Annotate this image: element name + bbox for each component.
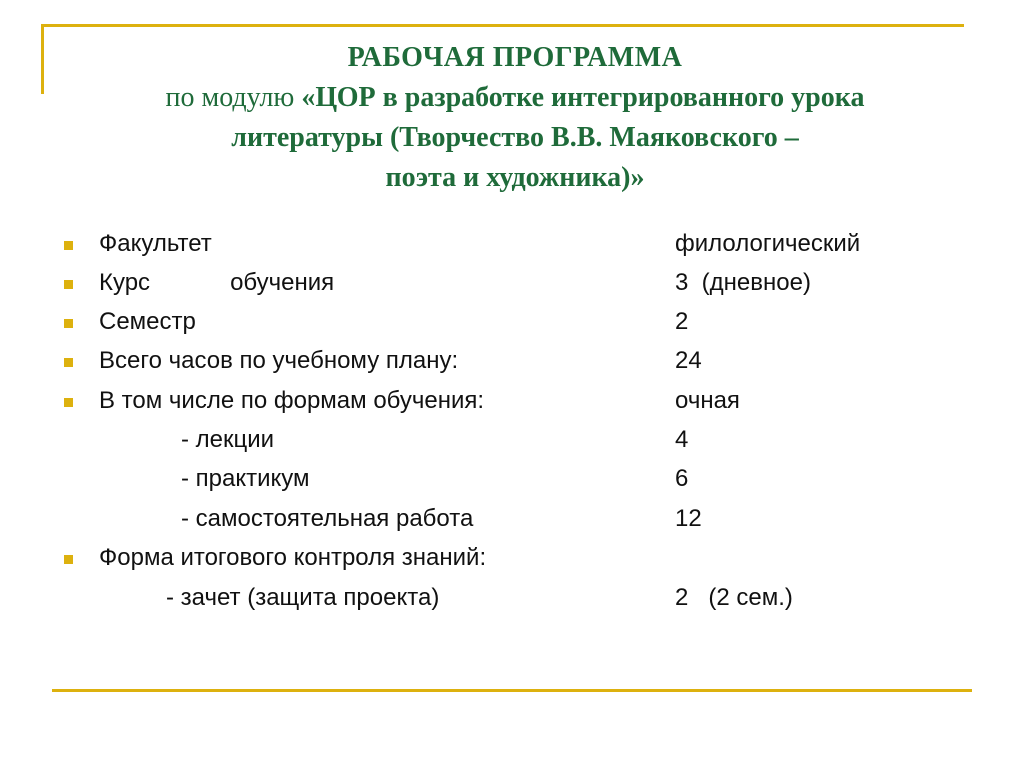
info-value: 2 xyxy=(675,308,689,335)
info-row-credit xyxy=(0,580,1024,616)
title-line-4: поэта и художника)» xyxy=(385,162,645,193)
title-line-2 xyxy=(60,78,970,118)
info-row-practicum xyxy=(0,461,1024,497)
info-label: В том числе по формам обучения: xyxy=(99,387,485,414)
info-row-study-forms xyxy=(0,383,1024,419)
info-row-total-hours xyxy=(0,343,1024,379)
info-value: 6 xyxy=(675,465,689,492)
info-label: - самостоятельная работа xyxy=(181,505,474,532)
info-label: Курс обучения xyxy=(99,269,335,296)
info-value: 12 xyxy=(675,505,702,532)
info-row-semester xyxy=(0,304,1024,340)
info-row-course xyxy=(0,265,1024,301)
bullet-icon xyxy=(64,280,73,289)
info-label: - лекции xyxy=(181,426,275,453)
title-line-2-lead: по модулю xyxy=(165,82,302,113)
info-row-final-control xyxy=(0,540,1024,576)
info-value: очная xyxy=(675,387,740,414)
bullet-icon xyxy=(64,555,73,564)
frame-vertical-line xyxy=(41,24,44,94)
bullet-icon xyxy=(64,358,73,367)
info-label: Семестр xyxy=(99,308,196,335)
info-row-lectures xyxy=(0,422,1024,458)
title-block xyxy=(60,38,970,198)
bullet-icon xyxy=(64,398,73,407)
info-row-self-study xyxy=(0,501,1024,537)
info-value: 3 (дневное) xyxy=(675,269,811,296)
frame-top-line xyxy=(41,24,964,27)
info-row-faculty xyxy=(0,226,1024,262)
info-label: Форма итогового контроля знаний: xyxy=(99,544,487,571)
info-label: Всего часов по учебному плану: xyxy=(99,347,459,374)
info-value: 2 (2 сем.) xyxy=(675,584,793,611)
title-line-1: РАБОЧАЯ ПРОГРАММА xyxy=(347,42,683,73)
info-label: Факультет xyxy=(99,230,212,257)
info-label: - практикум xyxy=(181,465,310,492)
bullet-icon xyxy=(64,319,73,328)
info-value: филологический xyxy=(675,230,861,257)
info-value: 24 xyxy=(675,347,702,374)
info-value: 4 xyxy=(675,426,689,453)
bullet-icon xyxy=(64,241,73,250)
info-label: - зачет (защита проекта) xyxy=(166,584,440,611)
title-line-3: литературы (Творчество В.В. Маяковского – xyxy=(231,122,799,153)
title-line-2-bold: «ЦОР в разработке интегрированного урока xyxy=(301,82,865,113)
frame-bottom-line xyxy=(52,689,972,692)
